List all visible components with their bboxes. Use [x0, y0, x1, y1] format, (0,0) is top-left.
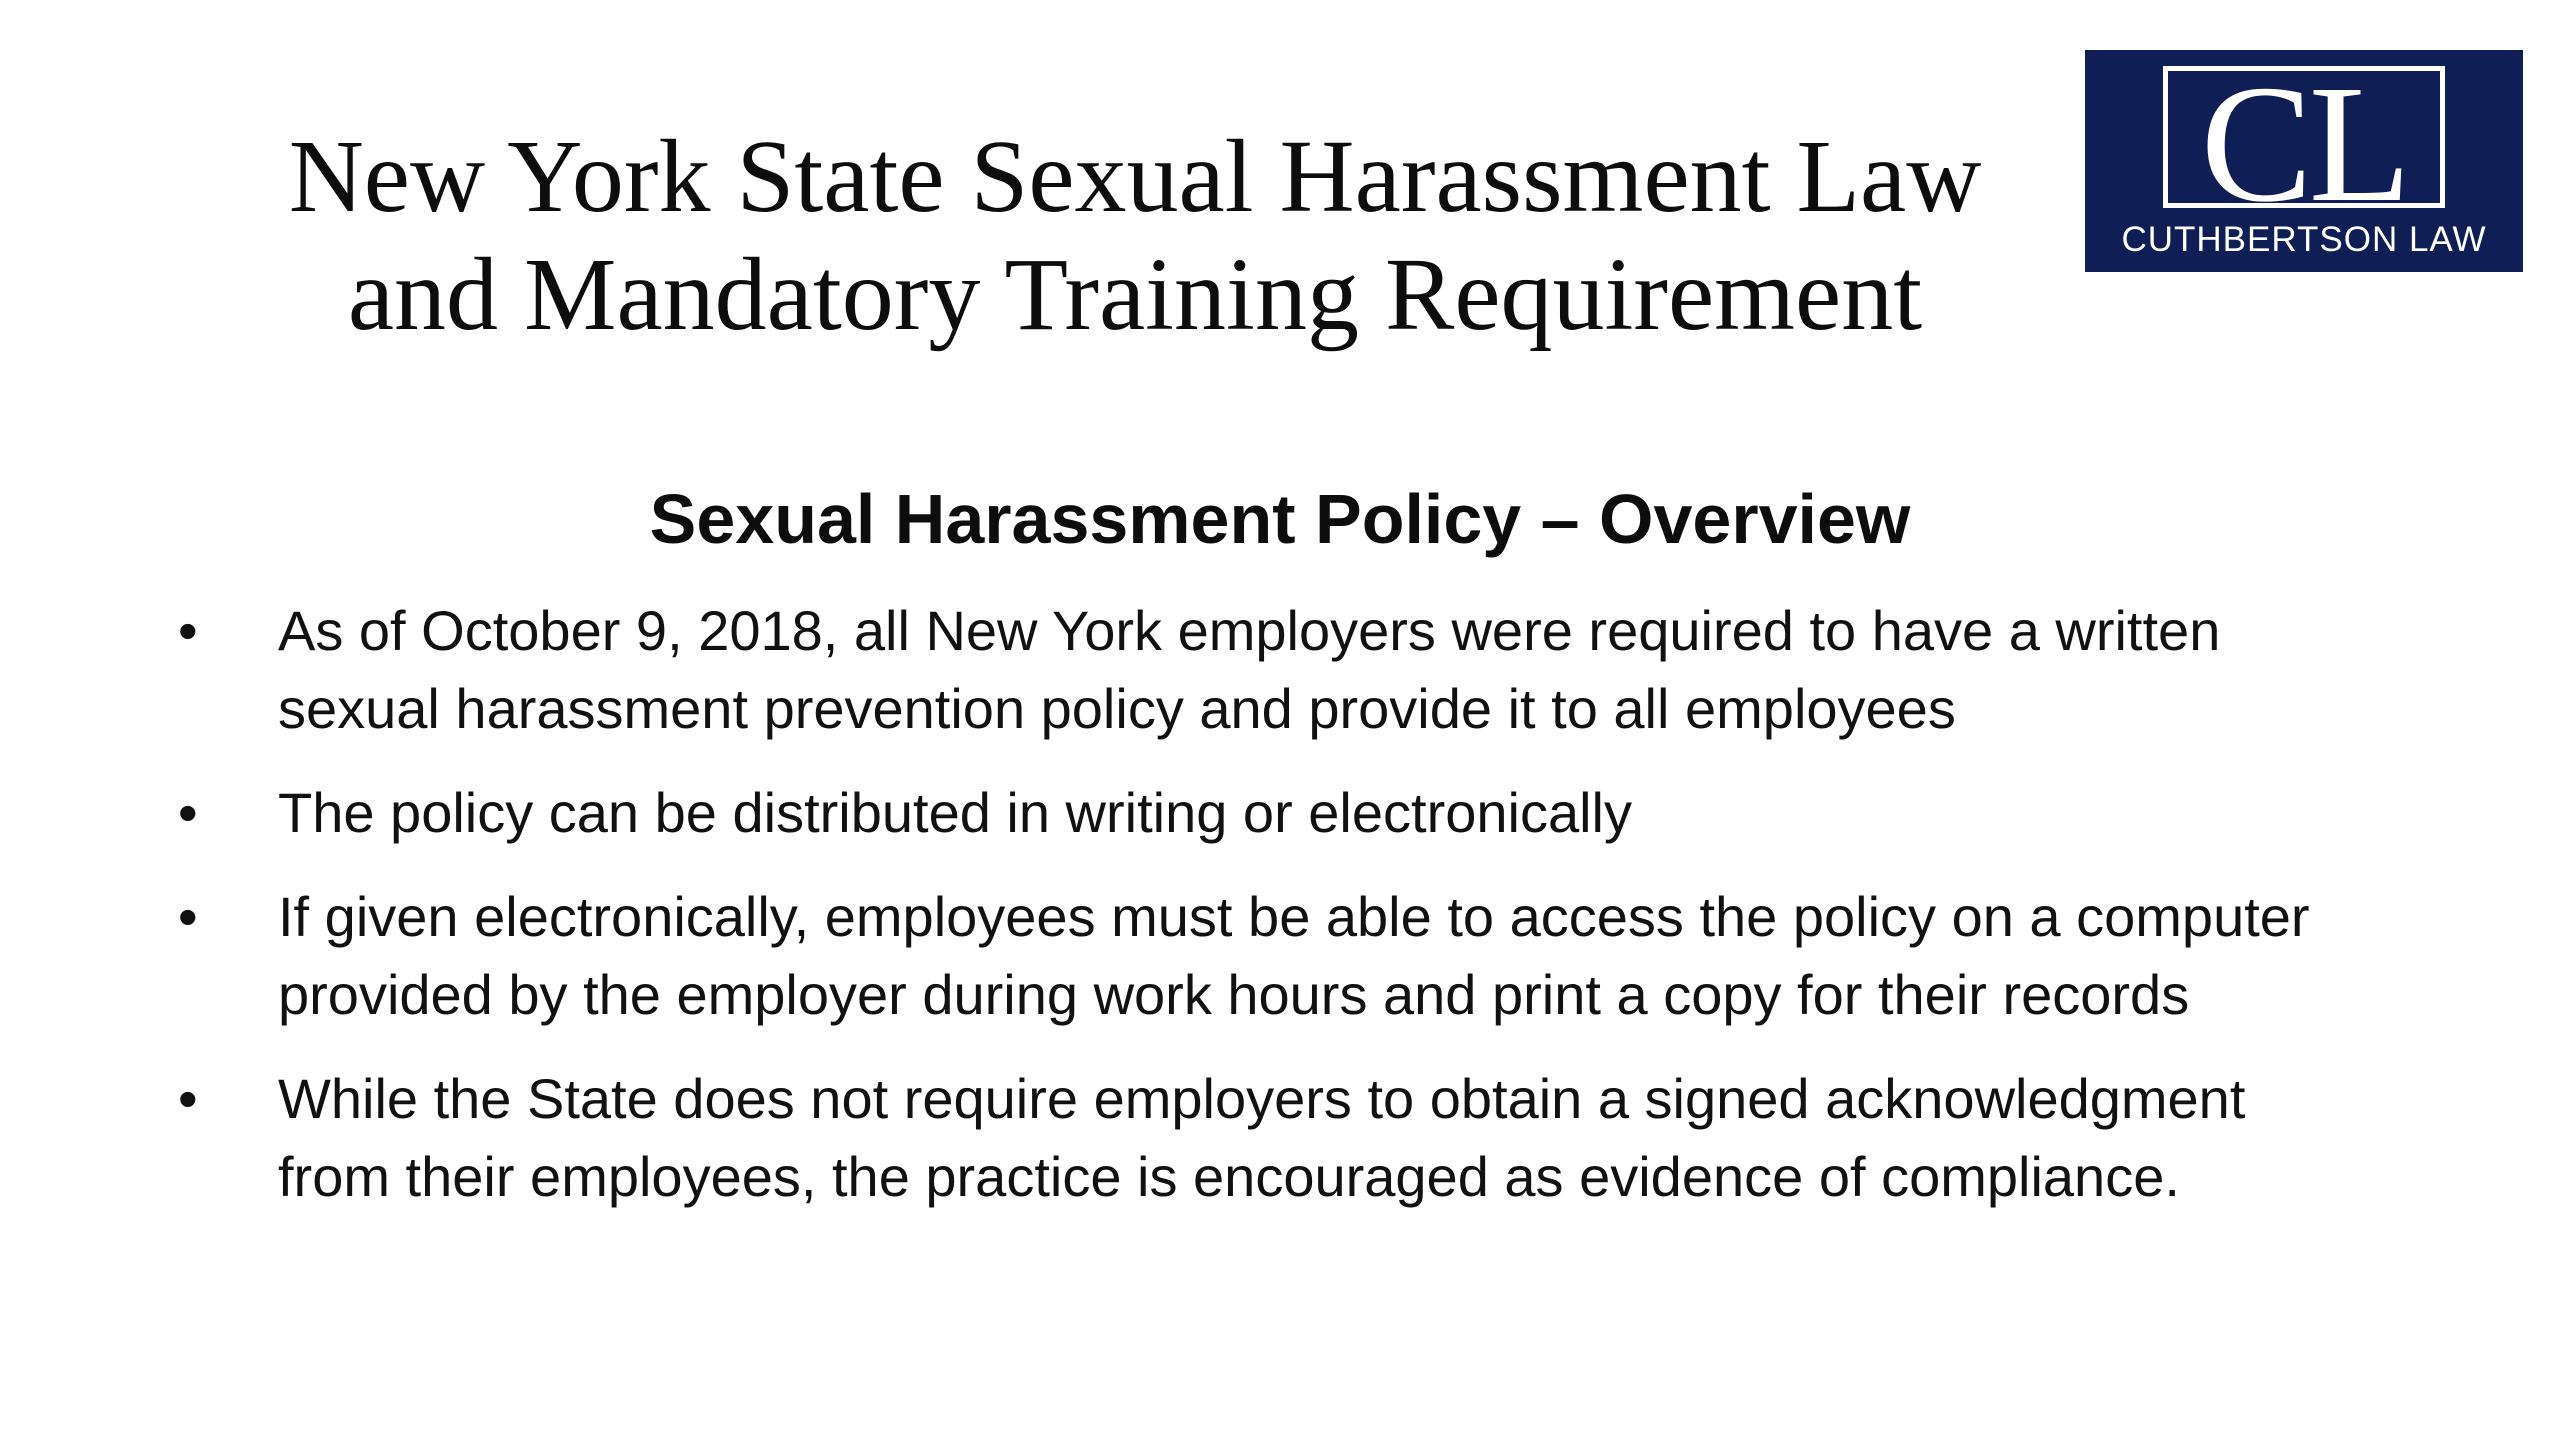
- bullet-text: [278, 1060, 2438, 1216]
- bullet-text: [278, 878, 2438, 1034]
- bullet-icon: •: [178, 1067, 198, 1130]
- bullet-item: [178, 592, 2438, 748]
- slide-title: [170, 118, 2100, 354]
- bullet-icon: •: [178, 599, 198, 662]
- logo-firm-name: CUTHBERTSON LAW: [2121, 220, 2487, 259]
- slide-title-line: and Mandatory Training Requirement: [347, 237, 1923, 352]
- logo-monogram: CL: [2200, 51, 2408, 237]
- bullet-text-line: The policy can be distributed in writing or electronically: [278, 781, 1632, 844]
- bullet-text: [278, 592, 2438, 748]
- bullet-text-line: provided by the employer during work hours and print a copy for their records: [278, 963, 2190, 1026]
- bullet-text: [278, 774, 2438, 852]
- bullet-item: [178, 878, 2438, 1034]
- bullet-item: [178, 1060, 2438, 1216]
- bullet-icon: •: [178, 885, 198, 948]
- bullet-text-line: sexual harassment prevention policy and provide it to all employees: [278, 677, 1956, 740]
- section-heading: Sexual Harassment Policy – Overview: [649, 480, 1911, 558]
- bullet-text-line: As of October 9, 2018, all New York employers were required to have a written: [278, 599, 2221, 662]
- bullet-icon: •: [178, 781, 198, 844]
- bullet-text-line: from their employees, the practice is encouraged as evidence of compliance.: [278, 1145, 2180, 1208]
- bullet-text-line: If given electronically, employees must be able to access the policy on a computer: [278, 885, 2310, 948]
- bullet-list: [178, 592, 2438, 1242]
- cuthbertson-law-logo: [2085, 50, 2523, 272]
- bullet-item: [178, 774, 2438, 852]
- logo-monogram-frame: [2163, 51, 2445, 237]
- slide-title-line: New York State Sexual Harassment Law: [288, 119, 1982, 234]
- bullet-text-line: While the State does not require employers to obtain a signed acknowledgment: [278, 1067, 2246, 1130]
